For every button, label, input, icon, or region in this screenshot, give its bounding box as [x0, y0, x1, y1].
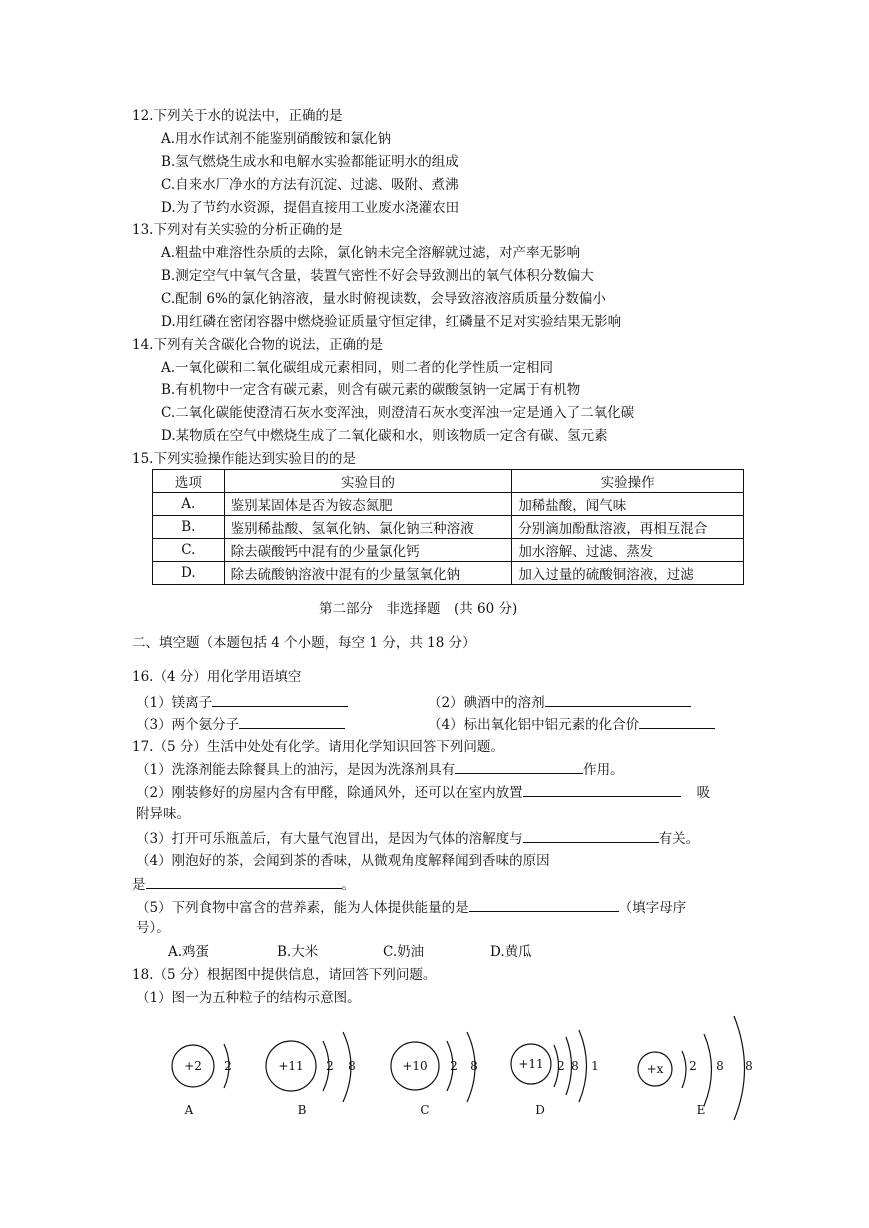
q13-option-d: D.用红磷在密闭容器中燃烧验证质量守恒定律，红磷量不足对实验结果无影响 [161, 314, 622, 330]
q17-part-2-cont: 附异味。 [136, 806, 190, 822]
q17-choice-c: C.奶油 [383, 944, 425, 960]
q16-item-1-label: （1）镁离子 [136, 695, 213, 711]
q17-choice-a: A.鸡蛋 [168, 944, 210, 960]
row-option: D. [153, 562, 225, 585]
q16-item-1 [136, 692, 348, 713]
q14-option-c: C.二氧化碳能使澄清石灰水变浑浊，则澄清石灰水变浑浊一定是通入了二氧化碳 [161, 405, 635, 421]
q13-stem: 13.下列对有关实验的分析正确的是 [132, 222, 343, 238]
q17-part-3 [136, 828, 699, 849]
shell-electrons: 2 [224, 1059, 232, 1073]
atom-diagram-b [265, 1030, 375, 1120]
q17-choice-d: D.黄瓜 [490, 944, 532, 960]
q17-part-5 [136, 897, 686, 918]
row-purpose: 除去碳酸钙中混有的少量氯化钙 [224, 539, 512, 562]
q13-option-a: A.粗盐中难溶性杂质的去除，氯化钠未完全溶解就过滤，对产率无影响 [161, 245, 581, 261]
row-option: B. [153, 516, 225, 539]
q17-part-2-text: （2）刚装修好的房屋内含有甲醛，除通风外，还可以在室内放置 [136, 785, 523, 801]
answer-blank[interactable] [523, 782, 681, 797]
q14-option-b: B.有机物中一定含有碳元素，则含有碳元素的碳酸氢钠一定属于有机物 [161, 382, 581, 398]
nucleus-charge: +2 [184, 1059, 202, 1073]
q12-option-b: B.氢气燃烧生成水和电解水实验都能证明水的组成 [161, 154, 459, 170]
q17-choice-b: B.大米 [277, 944, 319, 960]
shell-electrons: 8 [716, 1059, 724, 1073]
atom-diagram-d [510, 1030, 620, 1120]
answer-blank[interactable] [469, 897, 619, 912]
atom-diagram-a [170, 1030, 250, 1120]
shell-electrons: 8 [348, 1059, 356, 1073]
q12-option-d: D.为了节约水资源，提倡直接用工业废水浇灌农田 [161, 200, 460, 216]
row-operation: 加稀盐酸，闻气味 [512, 493, 744, 516]
shell-electrons: 2 [450, 1059, 458, 1073]
shell-electrons: 1 [591, 1059, 599, 1073]
q18-sub-1: （1）图一为五种粒子的结构示意图。 [136, 990, 361, 1006]
q17-part-4: （4）刚泡好的茶，会闻到茶的香味，从微观角度解释闻到香味的原因 [136, 853, 550, 869]
answer-blank[interactable] [455, 759, 583, 774]
q17-part-1-end: 作用。 [583, 762, 624, 778]
atom-label: D [535, 1103, 545, 1117]
q18-stem: 18.（5 分）根据图中提供信息，请回答下列问题。 [132, 967, 437, 983]
q17-part-4-lead: 是 [132, 877, 146, 893]
q12-option-c: C.自来水厂净水的方法有沉淀、过滤、吸附、煮沸 [161, 177, 459, 193]
q17-part-1-text: （1）洗涤剂能去除餐具上的油污，是因为洗涤剂具有 [136, 762, 456, 778]
shell-electrons: 8 [745, 1059, 753, 1073]
row-purpose: 鉴别稀盐酸、氢氧化钠、氯化钠三种溶液 [224, 516, 512, 539]
table-row [153, 562, 744, 585]
nucleus-charge: +x [646, 1062, 664, 1076]
q17-part-3-end: 有关。 [658, 831, 700, 847]
q17-part-4-cont [132, 874, 355, 895]
q17-part-2-end: 吸 [696, 785, 711, 801]
q12-stem: 12.下列关于水的说法中，正确的是 [132, 108, 343, 124]
nucleus-charge: +10 [402, 1059, 428, 1073]
shell-arc [682, 1051, 686, 1088]
answer-blank[interactable] [212, 692, 348, 707]
q17-part-1 [136, 759, 624, 780]
row-option: C. [153, 539, 225, 562]
atom-label: B [297, 1103, 307, 1117]
q17-part-5-end: （填字母序 [618, 900, 687, 916]
atom-label: C [420, 1103, 430, 1117]
q15-stem: 15.下列实验操作能达到实验目的的是 [132, 451, 356, 467]
q14-option-d: D.某物质在空气中燃烧生成了二氧化碳和水，则该物质一定含有碳、氢元素 [161, 428, 608, 444]
experiment-table [152, 469, 744, 585]
shell-electrons: 8 [470, 1059, 478, 1073]
q17-part-3-text: （3）打开可乐瓶盖后，有大量气泡冒出，是因为气体的溶解度与 [136, 831, 523, 847]
header-operation: 实验操作 [512, 470, 744, 493]
row-purpose: 鉴别某固体是否为铵态氮肥 [224, 493, 512, 516]
table-row [153, 516, 744, 539]
shell-arc [704, 1034, 712, 1106]
nucleus-charge: +11 [278, 1059, 304, 1073]
q13-option-c: C.配制 6%的氯化钠溶液，量水时俯视读数，会导致溶液溶质质量分数偏小 [161, 291, 606, 307]
shell-arc [734, 1016, 745, 1120]
section2-title: 二、填空题（本题包括 4 个小题，每空 1 分，共 18 分） [132, 635, 476, 651]
shell-electrons: 2 [689, 1059, 697, 1073]
header-purpose: 实验目的 [224, 470, 512, 493]
row-option: A. [153, 493, 225, 516]
q16-item-4 [428, 714, 715, 735]
q17-part-4-end: 。 [341, 877, 355, 893]
answer-blank[interactable] [146, 874, 342, 889]
q14-stem: 14.下列有关含碳化合物的说法，正确的是 [132, 337, 383, 353]
shell-arc [579, 1030, 587, 1102]
q16-stem: 16.（4 分）用化学用语填空 [132, 669, 302, 685]
q14-option-a: A.一氧化碳和二氧化碳组成元素相同，则二者的化学性质一定相同 [161, 360, 554, 376]
answer-blank[interactable] [523, 828, 659, 843]
part2-title: 第二部分 非选择题 (共 60 分) [319, 601, 518, 617]
answer-blank[interactable] [545, 692, 691, 707]
q16-item-3 [136, 714, 345, 735]
header-option: 选项 [153, 470, 225, 493]
shell-electrons: 8 [571, 1059, 579, 1073]
q16-item-2 [428, 692, 691, 713]
nucleus-charge: +11 [518, 1057, 544, 1071]
q17-stem: 17.（5 分）生活中处处有化学。请用化学知识回答下列问题。 [132, 739, 504, 755]
atom-diagram-c [390, 1030, 500, 1120]
atom-diagram-e [637, 1014, 767, 1120]
answer-blank[interactable] [639, 714, 715, 729]
row-operation: 分别滴加酚酞溶液，再相互混合 [512, 516, 744, 539]
q13-option-b: B.测定空气中氧气含量，装置气密性不好会导致测出的氧气体积分数偏大 [161, 268, 594, 284]
q12-option-a: A.用水作试剂不能鉴别硝酸铵和氯化钠 [161, 131, 392, 147]
row-operation: 加水溶解、过滤、蒸发 [512, 539, 744, 562]
shell-electrons: 2 [557, 1059, 565, 1073]
shell-electrons: 2 [326, 1059, 334, 1073]
q17-part-2 [136, 782, 710, 803]
q16-item-3-label: （3）两个氨分子 [136, 717, 240, 733]
row-operation: 加入过量的硫酸铜溶液，过滤 [512, 562, 744, 585]
q16-item-2-label: （2）碘酒中的溶剂 [428, 695, 545, 711]
atom-label: E [696, 1103, 706, 1117]
atom-label: A [184, 1103, 194, 1117]
row-purpose: 除去硫酸钠溶液中混有的少量氢氧化钠 [224, 562, 512, 585]
table-row [153, 493, 744, 516]
q17-part-5-text: （5）下列食物中富含的营养素，能为人体提供能量的是 [136, 900, 469, 916]
table-row [153, 539, 744, 562]
table-header-row [153, 470, 744, 493]
q17-part-5-cont: 号）。 [136, 920, 170, 936]
answer-blank[interactable] [239, 714, 345, 729]
q16-item-4-label: （4）标出氧化铝中铝元素的化合价 [428, 717, 640, 733]
